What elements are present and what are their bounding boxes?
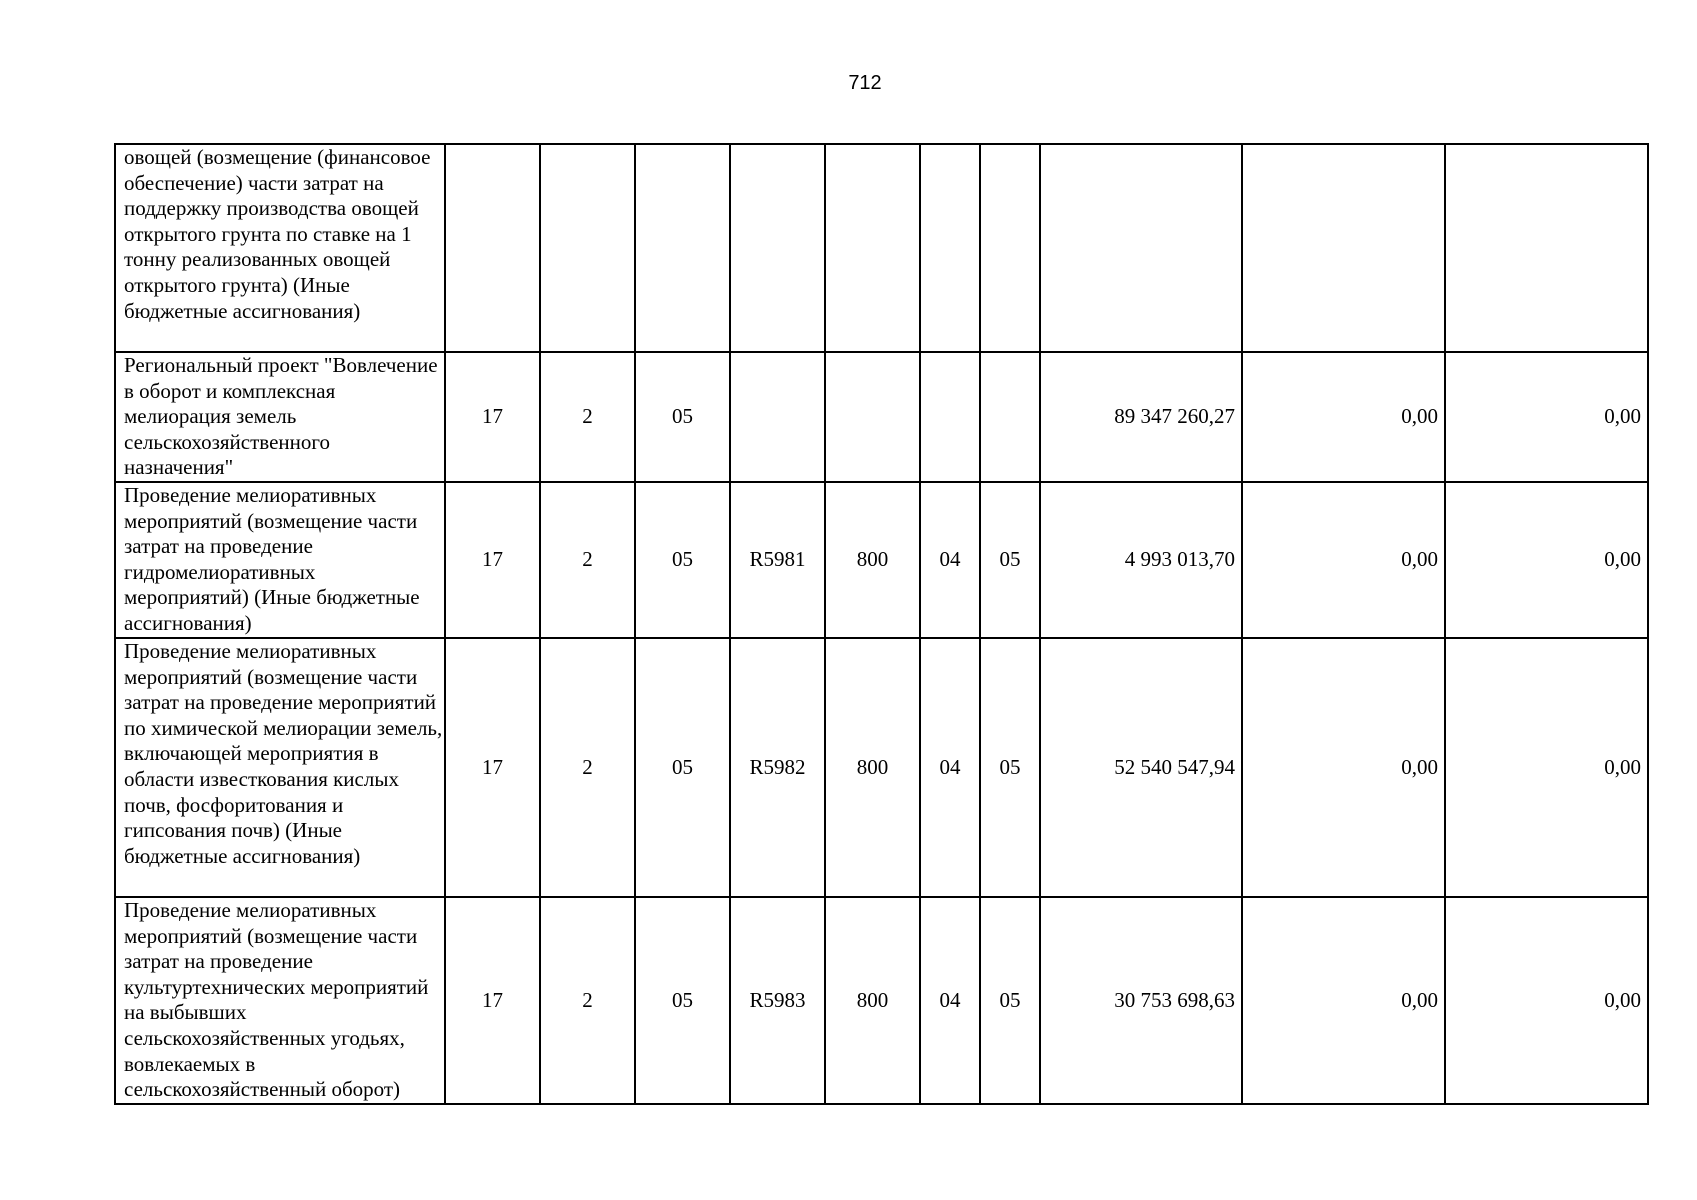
row-description: овощей (возмещение (финансовое обеспечение) части затрат на поддержку производства овощей открытого грунта по ставке на 1 тонну реализованных овощей открытого грунта) (Иные бюджетные ассигнования) [115,144,445,352]
table-row [115,638,1648,897]
cell-direction [730,352,825,482]
cell-amount-2: 0,00 [1242,482,1445,638]
cell-program: 17 [445,352,540,482]
cell-amount-3: 0,00 [1445,638,1648,897]
cell-amount-2: 0,00 [1242,897,1445,1104]
cell-section: 04 [920,482,980,638]
cell-subsection [980,352,1040,482]
cell-subprogram: 2 [540,638,635,897]
cell-amount-3 [1445,144,1648,352]
cell-project: 05 [635,482,730,638]
cell-subsection: 05 [980,482,1040,638]
cell-subprogram: 2 [540,352,635,482]
cell-amount-2: 0,00 [1242,352,1445,482]
cell-amount-3: 0,00 [1445,482,1648,638]
cell-section: 04 [920,638,980,897]
cell-subsection [980,144,1040,352]
cell-amount-2: 0,00 [1242,638,1445,897]
table-row [115,482,1648,638]
cell-amount-1: 89 347 260,27 [1040,352,1242,482]
row-description: Проведение мелиоративных мероприятий (возмещение части затрат на проведение культуртехнических мероприятий на выбывших сельскохозяйственных угодьях, вовлекаемых в сельскохозяйственный оборот) [115,897,445,1104]
cell-subprogram: 2 [540,482,635,638]
cell-program: 17 [445,638,540,897]
cell-subprogram [540,144,635,352]
cell-expense-type: 800 [825,482,920,638]
cell-amount-1 [1040,144,1242,352]
cell-direction [730,144,825,352]
cell-direction: R5983 [730,897,825,1104]
table-row [115,144,1648,352]
cell-subprogram: 2 [540,897,635,1104]
cell-program: 17 [445,897,540,1104]
cell-program [445,144,540,352]
cell-expense-type: 800 [825,638,920,897]
cell-amount-1: 30 753 698,63 [1040,897,1242,1104]
cell-amount-3: 0,00 [1445,352,1648,482]
budget-table [114,143,1649,1105]
cell-subsection: 05 [980,638,1040,897]
cell-expense-type: 800 [825,897,920,1104]
cell-direction: R5981 [730,482,825,638]
row-description: Региональный проект "Вовлечение в оборот и комплексная мелиорация земель сельскохозяйственного назначения" [115,352,445,482]
cell-amount-2 [1242,144,1445,352]
cell-project: 05 [635,638,730,897]
cell-project: 05 [635,352,730,482]
cell-project [635,144,730,352]
cell-direction: R5982 [730,638,825,897]
cell-amount-1: 52 540 547,94 [1040,638,1242,897]
cell-section: 04 [920,897,980,1104]
cell-subsection: 05 [980,897,1040,1104]
row-description: Проведение мелиоративных мероприятий (возмещение части затрат на проведение мероприятий по химической мелиорации земель, включающей мероприятия в области известкования кислых почв, фосфоритования и гипсования почв) (Иные бюджетные ассигнования) [115,638,445,897]
page-number: 712 [848,72,882,94]
row-description: Проведение мелиоративных мероприятий (возмещение части затрат на проведение гидромелиоративных мероприятий) (Иные бюджетные ассигнования) [115,482,445,638]
table-row [115,352,1648,482]
cell-section [920,144,980,352]
cell-amount-3: 0,00 [1445,897,1648,1104]
cell-program: 17 [445,482,540,638]
cell-project: 05 [635,897,730,1104]
table-row [115,897,1648,1104]
cell-expense-type [825,144,920,352]
cell-section [920,352,980,482]
cell-expense-type [825,352,920,482]
cell-amount-1: 4 993 013,70 [1040,482,1242,638]
